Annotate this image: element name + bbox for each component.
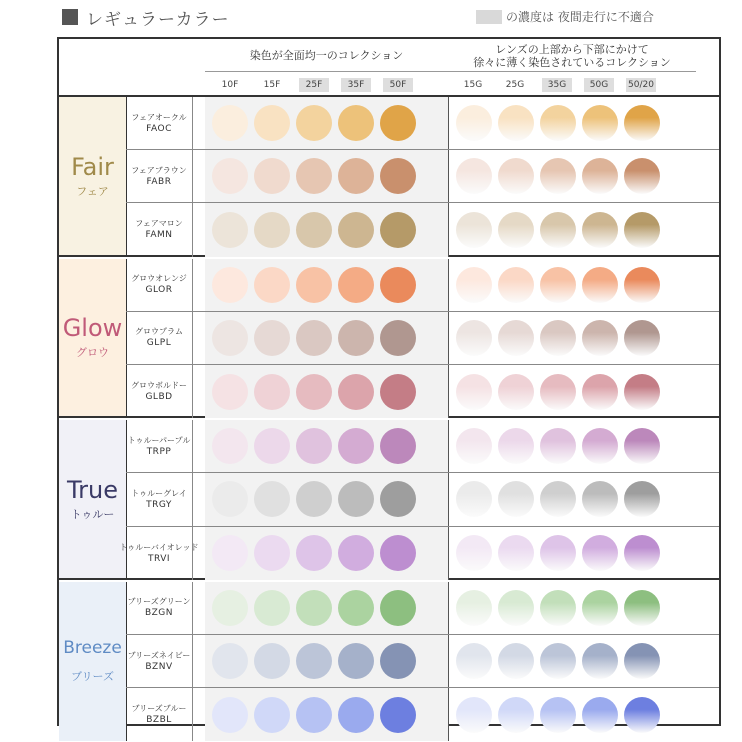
gradient-lens-swatch: [540, 428, 576, 464]
color-group: [59, 259, 719, 419]
gradient-swatches: [448, 420, 697, 472]
row-label: [126, 473, 193, 525]
gradient-lens-swatch: [624, 320, 660, 356]
uniform-lens-swatch: [254, 374, 290, 410]
uniform-lens-swatch: [212, 320, 248, 356]
gradient-lens-swatch: [498, 535, 534, 571]
uniform-level-label: 50F: [383, 78, 413, 92]
gradient-lens-swatch: [456, 374, 492, 410]
gradient-lens-swatch: [540, 158, 576, 194]
uniform-lens-swatch: [254, 697, 290, 733]
uniform-lens-swatch: [338, 428, 374, 464]
gradient-lens-swatch: [582, 320, 618, 356]
gradient-level-label: 50G: [584, 78, 614, 92]
color-group: [59, 582, 719, 742]
table-row: [126, 259, 719, 312]
row-label: [126, 312, 193, 364]
uniform-lens-swatch: [338, 535, 374, 571]
color-code: TRVI: [147, 553, 171, 564]
color-name-ja: トゥルーグレイ: [131, 488, 187, 498]
gradient-lens-swatch: [540, 535, 576, 571]
uniform-lens-swatch: [254, 320, 290, 356]
row-label: [126, 97, 193, 149]
row-label: [126, 635, 193, 687]
uniform-lens-swatch: [380, 212, 416, 248]
gradient-lens-swatch: [624, 212, 660, 248]
uniform-lens-swatch: [338, 158, 374, 194]
color-code: FABR: [146, 176, 172, 187]
gradient-lens-swatch: [540, 212, 576, 248]
table-header: [59, 39, 719, 97]
group-name-en: Breeze: [63, 637, 122, 658]
uniform-lens-swatch: [296, 105, 332, 141]
gradient-lens-swatch: [582, 535, 618, 571]
gradient-lens-swatch: [624, 535, 660, 571]
group-name-ja: トゥルー: [70, 507, 115, 521]
gradient-lens-swatch: [456, 267, 492, 303]
gradient-lens-swatch: [456, 535, 492, 571]
uniform-lens-swatch: [254, 212, 290, 248]
uniform-lens-swatch: [380, 590, 416, 626]
uniform-lens-swatch: [380, 320, 416, 356]
color-name-ja: フェアオークル: [131, 112, 187, 122]
color-code: FAMN: [145, 230, 173, 241]
table-row: [126, 635, 719, 688]
gradient-lens-swatch: [582, 590, 618, 626]
uniform-lens-swatch: [296, 320, 332, 356]
row-label: [126, 420, 193, 472]
uniform-lens-swatch: [380, 481, 416, 517]
uniform-swatches: [205, 473, 448, 525]
color-name-ja: グロウプラム: [135, 327, 183, 337]
uniform-lens-swatch: [212, 535, 248, 571]
uniform-lens-swatch: [338, 590, 374, 626]
group-band: [59, 420, 127, 578]
gradient-lens-swatch: [624, 643, 660, 679]
uniform-lens-swatch: [296, 428, 332, 464]
uniform-lens-swatch: [254, 105, 290, 141]
color-name-ja: フェアブラウン: [131, 165, 187, 175]
gradient-lens-swatch: [456, 697, 492, 733]
gradient-swatches: [448, 365, 697, 418]
page-title: レギュラーカラー: [86, 9, 230, 30]
color-name-ja: フェアマロン: [135, 219, 183, 229]
uniform-swatches: [205, 527, 448, 580]
table-row: [126, 420, 719, 473]
color-group: [59, 420, 719, 580]
gradient-lens-swatch: [498, 105, 534, 141]
gradient-lens-swatch: [624, 374, 660, 410]
uniform-lens-swatch: [212, 267, 248, 303]
uniform-lens-swatch: [338, 105, 374, 141]
gradient-lens-swatch: [456, 481, 492, 517]
row-label: [126, 203, 193, 256]
uniform-lens-swatch: [380, 697, 416, 733]
uniform-lens-swatch: [212, 105, 248, 141]
gradient-lens-swatch: [498, 643, 534, 679]
gradient-lens-swatch: [498, 267, 534, 303]
table-row: [126, 582, 719, 635]
uniform-lens-swatch: [296, 643, 332, 679]
uniform-lens-swatch: [380, 643, 416, 679]
gradient-swatches: [448, 688, 697, 741]
table-row: [126, 203, 719, 256]
gradient-lens-swatch: [540, 267, 576, 303]
color-code: BZBL: [146, 715, 172, 726]
uniform-lens-swatch: [380, 267, 416, 303]
uniform-lens-swatch: [338, 374, 374, 410]
gradient-level-label: 50/20: [626, 78, 656, 92]
table-row: [126, 150, 719, 203]
gradient-lens-swatch: [498, 320, 534, 356]
table-row: [126, 312, 719, 365]
uniform-swatches: [205, 312, 448, 364]
uniform-lens-swatch: [254, 158, 290, 194]
uniform-swatches: [205, 150, 448, 202]
row-label: [119, 527, 199, 580]
uniform-lens-swatch: [212, 428, 248, 464]
table-row: [126, 473, 719, 526]
title-square-icon: [62, 9, 78, 25]
uniform-lens-swatch: [212, 590, 248, 626]
gradient-lens-swatch: [540, 697, 576, 733]
table-row: [119, 527, 719, 580]
legend-text: の濃度は 夜間走行に不適合: [506, 10, 654, 24]
page-title-row: [62, 4, 230, 30]
uniform-collection-title: 染色が全面均一のコレクション: [249, 49, 404, 62]
uniform-lens-swatch: [296, 158, 332, 194]
gradient-lens-swatch: [624, 158, 660, 194]
gradient-lens-swatch: [498, 212, 534, 248]
color-table: [57, 37, 721, 726]
row-label: [126, 582, 193, 634]
color-name-ja: トゥルーバイオレッド: [119, 542, 199, 552]
group-name-ja: ブリーズ: [70, 669, 114, 683]
gradient-collection-title-line2: 徐々に薄く染色されているコレクション: [473, 56, 671, 69]
uniform-lens-swatch: [380, 535, 416, 571]
uniform-lens-swatch: [296, 481, 332, 517]
uniform-divider: [205, 71, 448, 72]
uniform-lens-swatch: [254, 481, 290, 517]
uniform-swatches: [205, 420, 448, 472]
color-name-ja: ブリーズブルー: [131, 704, 187, 714]
gradient-lens-swatch: [540, 481, 576, 517]
color-code: BZNV: [145, 661, 173, 672]
gradient-divider: [448, 71, 696, 72]
uniform-lens-swatch: [254, 267, 290, 303]
gradient-swatches: [448, 97, 697, 149]
uniform-swatches: [205, 582, 448, 634]
uniform-lens-swatch: [296, 212, 332, 248]
gradient-swatches: [448, 203, 697, 256]
gradient-collection-title-line1: レンズの上部から下部にかけて: [495, 43, 649, 56]
uniform-lens-swatch: [338, 267, 374, 303]
color-code: GLPL: [146, 338, 172, 349]
color-code: GLBD: [145, 392, 173, 403]
color-code: GLOR: [145, 285, 173, 296]
uniform-lens-swatch: [296, 267, 332, 303]
gradient-lens-swatch: [456, 428, 492, 464]
group-band: [59, 97, 127, 255]
uniform-lens-swatch: [338, 481, 374, 517]
color-name-ja: ブリーズグリーン: [127, 597, 191, 607]
gradient-lens-swatch: [624, 481, 660, 517]
gradient-lens-swatch: [456, 158, 492, 194]
color-group: [59, 97, 719, 257]
gradient-lens-swatch: [582, 212, 618, 248]
uniform-lens-swatch: [338, 320, 374, 356]
uniform-lens-swatch: [296, 590, 332, 626]
gradient-swatches: [448, 259, 697, 311]
color-code: TRGY: [146, 499, 172, 510]
group-band: [59, 582, 127, 742]
color-code: TRPP: [146, 446, 172, 457]
uniform-lens-swatch: [296, 374, 332, 410]
color-code: FAOC: [146, 123, 172, 134]
table-row: [126, 365, 719, 418]
gradient-level-label: 15G: [463, 80, 483, 90]
uniform-lens-swatch: [296, 535, 332, 571]
uniform-lens-swatch: [380, 428, 416, 464]
uniform-lens-swatch: [254, 535, 290, 571]
uniform-lens-swatch: [338, 212, 374, 248]
row-label: [126, 259, 193, 311]
uniform-swatches: [205, 365, 448, 418]
gradient-lens-swatch: [456, 643, 492, 679]
gradient-lens-swatch: [540, 105, 576, 141]
gradient-lens-swatch: [498, 428, 534, 464]
gradient-swatches: [448, 473, 697, 525]
uniform-lens-swatch: [380, 105, 416, 141]
uniform-swatches: [205, 688, 448, 741]
uniform-lens-swatch: [380, 374, 416, 410]
uniform-lens-swatch: [254, 590, 290, 626]
group-name-ja: フェア: [76, 184, 109, 198]
gradient-lens-swatch: [582, 643, 618, 679]
legend-swatch: [476, 10, 502, 24]
gradient-lens-swatch: [582, 697, 618, 733]
gradient-swatches: [448, 635, 697, 687]
uniform-lens-swatch: [212, 697, 248, 733]
gradient-swatches: [448, 582, 697, 634]
gradient-lens-swatch: [540, 374, 576, 410]
color-name-ja: グロウボルドー: [131, 381, 187, 391]
color-name-ja: トゥルーパープル: [127, 435, 191, 445]
gradient-lens-swatch: [498, 590, 534, 626]
gradient-lens-swatch: [582, 481, 618, 517]
uniform-lens-swatch: [380, 158, 416, 194]
gradient-lens-swatch: [540, 643, 576, 679]
uniform-lens-swatch: [212, 481, 248, 517]
gradient-level-label: 25G: [505, 80, 525, 90]
gradient-level-label: 35G: [542, 78, 572, 92]
uniform-swatches: [205, 203, 448, 256]
color-code: BZGN: [144, 608, 174, 619]
gradient-lens-swatch: [456, 320, 492, 356]
uniform-lens-swatch: [212, 643, 248, 679]
gradient-swatches: [448, 312, 697, 364]
uniform-lens-swatch: [212, 212, 248, 248]
row-label: [126, 150, 193, 202]
uniform-lens-swatch: [338, 697, 374, 733]
gradient-lens-swatch: [624, 428, 660, 464]
gradient-lens-swatch: [582, 428, 618, 464]
gradient-lens-swatch: [624, 267, 660, 303]
gradient-lens-swatch: [540, 320, 576, 356]
uniform-lens-swatch: [254, 428, 290, 464]
uniform-level-label: 15F: [263, 80, 281, 90]
gradient-lens-swatch: [456, 212, 492, 248]
group-name-en: True: [67, 475, 118, 504]
gradient-lens-swatch: [582, 158, 618, 194]
uniform-lens-swatch: [338, 643, 374, 679]
gradient-lens-swatch: [498, 158, 534, 194]
gradient-lens-swatch: [456, 590, 492, 626]
row-label: [126, 365, 193, 418]
uniform-lens-swatch: [212, 158, 248, 194]
group-name-en: Glow: [62, 314, 123, 343]
gradient-lens-swatch: [456, 105, 492, 141]
legend: [476, 8, 654, 25]
gradient-lens-swatch: [582, 105, 618, 141]
uniform-level-label: 10F: [221, 80, 239, 90]
uniform-swatches: [205, 259, 448, 311]
gradient-lens-swatch: [624, 697, 660, 733]
color-name-ja: グロウオレンジ: [131, 274, 187, 284]
uniform-lens-swatch: [212, 374, 248, 410]
group-band: [59, 259, 127, 417]
uniform-lens-swatch: [296, 697, 332, 733]
group-name-ja: グロウ: [76, 346, 109, 360]
gradient-lens-swatch: [498, 374, 534, 410]
gradient-lens-swatch: [624, 105, 660, 141]
gradient-lens-swatch: [498, 697, 534, 733]
uniform-level-label: 25F: [299, 78, 329, 92]
gradient-lens-swatch: [582, 374, 618, 410]
gradient-swatches: [448, 527, 697, 580]
table-row: [126, 97, 719, 150]
row-label: [126, 688, 193, 741]
table-row: [126, 688, 719, 741]
gradient-lens-swatch: [624, 590, 660, 626]
uniform-level-label: 35F: [341, 78, 371, 92]
gradient-swatches: [448, 150, 697, 202]
gradient-lens-swatch: [540, 590, 576, 626]
gradient-lens-swatch: [498, 481, 534, 517]
uniform-swatches: [205, 635, 448, 687]
uniform-swatches: [205, 97, 448, 149]
color-name-ja: ブリーズネイビー: [127, 650, 191, 660]
group-name-en: Fair: [71, 152, 114, 181]
gradient-lens-swatch: [582, 267, 618, 303]
uniform-lens-swatch: [254, 643, 290, 679]
